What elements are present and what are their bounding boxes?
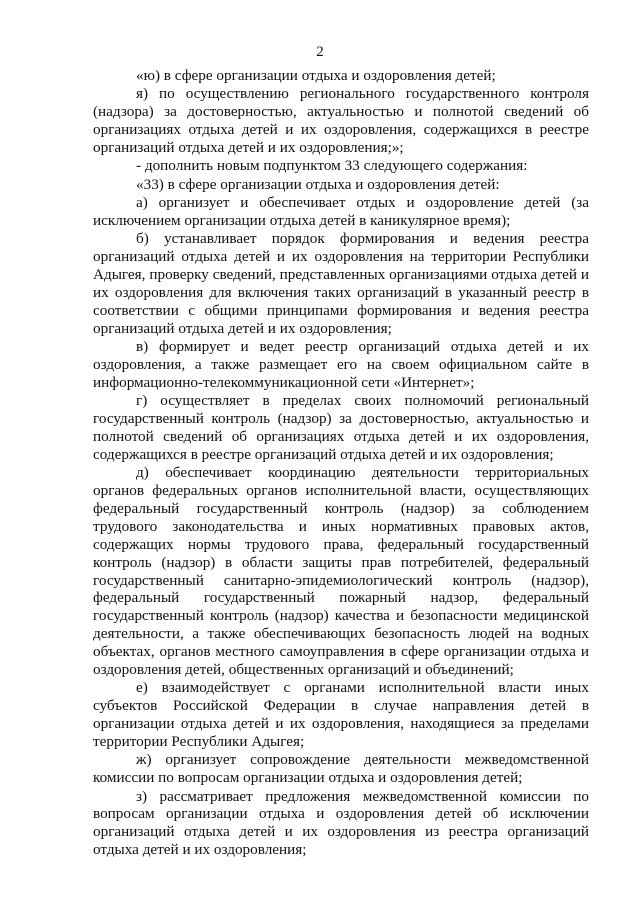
paragraph-ya: я) по осуществлению регионального государственного контроля (надзора) за достоверностью, актуальностью и полнотой сведений об организациях отдыха детей и их оздоровления, содержащихся в реестре организаций отдыха детей и их оздоровления;»; xyxy=(93,85,589,157)
paragraph-b: б) устанавливает порядок формирования и ведения реестра организаций отдыха детей и их оздоровления на территории Республики Адыгея, проверку сведений, представленных организациями отдыха детей и их оздоровления для включения таких организаций в указанный реестр в соответствии с общими принципами формирования и ведения реестра организаций отдыха детей и их оздоровления; xyxy=(93,230,589,337)
paragraph-v: в) формирует и ведет реестр организаций отдыха детей и их оздоровления, а также размещает его на своем официальном сайте в информационно-телекоммуникационной сети «Интернет»; xyxy=(93,337,589,391)
paragraph-z: з) рассматривает предложения межведомственной комиссии по вопросам организации отдыха и оздоровления детей об исключении организаций отдыха детей и их оздоровления из реестра организаций отдыха детей и их оздоровления; xyxy=(93,787,589,859)
paragraph-g: г) осуществляет в пределах своих полномочий региональный государственный контроль (надзор) за достоверностью, актуальностью и полнотой сведений об организациях отдыха детей и их оздоровления, содержащихся в реестре организаций отдыха детей и их оздоровления; xyxy=(93,392,589,463)
paragraph-33-heading: «33) в сфере организации отдыха и оздоровления детей: xyxy=(136,175,500,193)
paragraph-yu: «ю) в сфере организации отдыха и оздоровления детей; xyxy=(136,67,496,84)
page-number: 2 xyxy=(316,44,324,60)
paragraph-zh: ж) организует сопровождение деятельности межведомственной комиссии по вопросам организации отдыха и оздоровления детей; xyxy=(93,751,589,787)
paragraph-e: е) взаимодействует с органами исполнительной власти иных субъектов Российской Федерации в случае направления детей в организации отдыха детей и их оздоровления, находящиеся за пределами территории Республики Адыгея; xyxy=(93,679,589,751)
paragraph-a: а) организует и обеспечивает отдых и оздоровление детей (за исключением организации отдыха детей в каникулярное время); xyxy=(93,193,589,229)
document-body xyxy=(93,67,589,860)
paragraph-d: д) обеспечивает координацию деятельности территориальных органов федеральных органов исполнительной власти, осуществляющих федеральный государственный контроль (надзор) за соблюдением трудового законодательства и иных нормативных правовых актов, содержащих нормы трудового права, федеральный государственный контроль (надзор) в области защиты прав потребителей, федеральный государственный санитарно-эпидемиологический контроль (надзор), федеральный государственный пожарный надзор, федеральный государственный контроль (надзор) качества и безопасности медицинской деятельности, а также обеспечивающих безопасность людей на водных объектах, органов местного самоуправления в сфере организации отдыха и оздоровления детей, общественных организаций и объединений; xyxy=(93,464,589,679)
paragraph-add-subpoint: - дополнить новым подпунктом 33 следующего содержания: xyxy=(136,157,528,175)
